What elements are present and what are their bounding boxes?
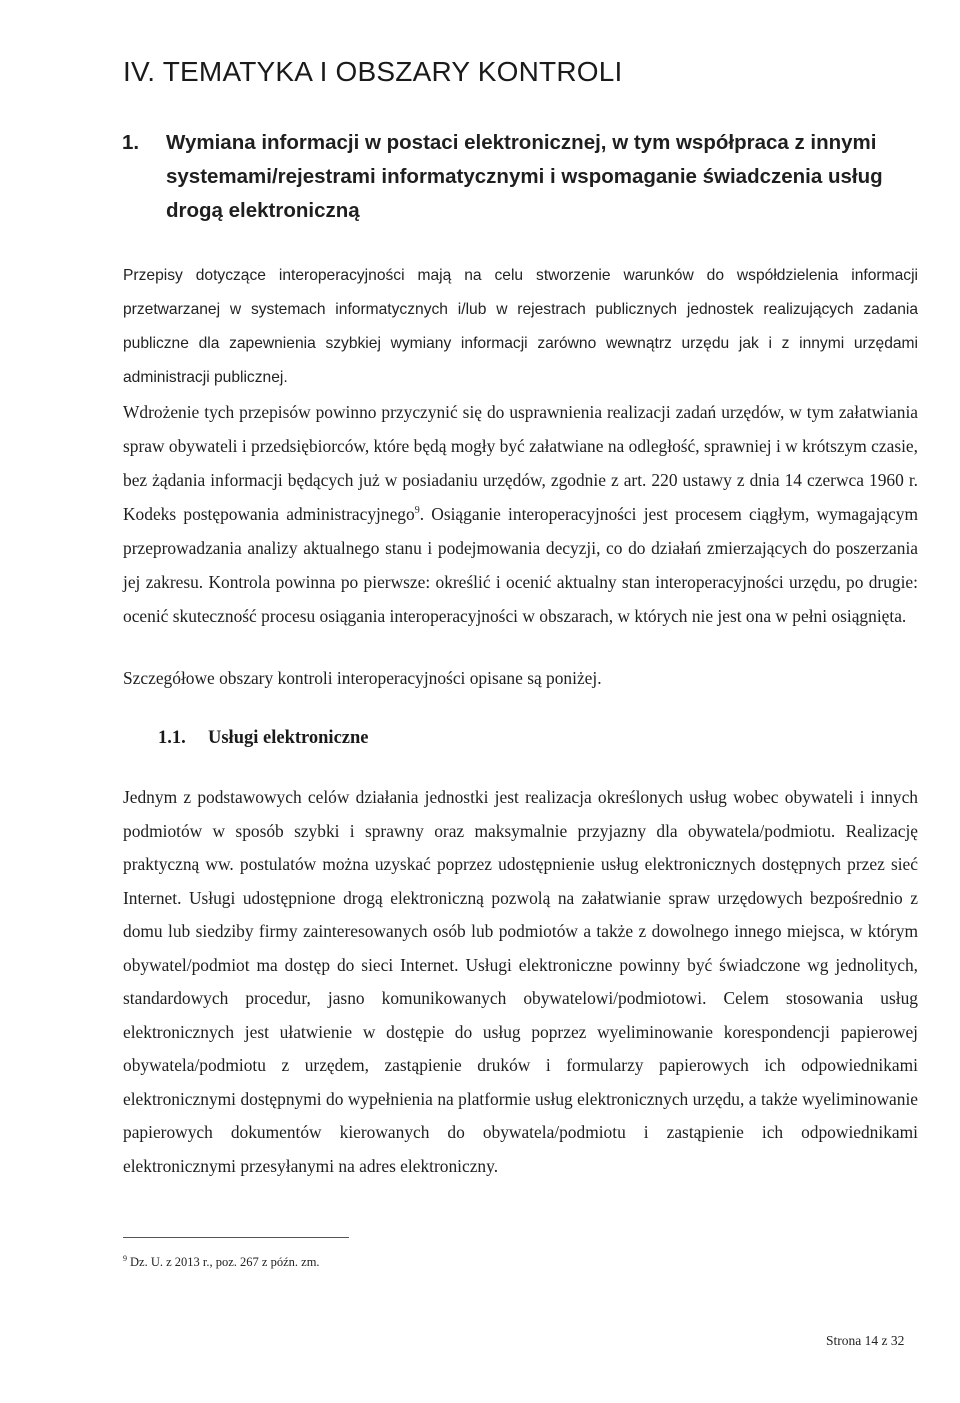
section-paragraph-implementation [123,395,918,633]
chapter-title: IV. TEMATYKA I OBSZARY KONTROLI [123,56,623,87]
footnote-text: Dz. U. z 2013 r., poz. 267 z późn. zm. [130,1255,320,1269]
footnote-divider [123,1237,349,1238]
section-number: 1. [122,131,140,154]
subsection-number: 1.1. [158,728,186,748]
footnote [123,1255,320,1270]
section-paragraph-intro: Przepisy dotyczące interoperacyjności mają na celu stworzenie warunków do współdzielenia informacji przetwarzanej w systemach informatycznych i/lub w rejestrach publicznych jednostek realizujących zadania publiczne dla zapewnienia szybkiej wymiany informacji zarówno wewnątrz urzędu jak i z innymi urzędami administracji publicznej. [123,267,918,386]
subsection-heading [158,728,369,749]
footnote-reference[interactable]: 9 [414,505,420,517]
section-paragraph-details: Szczegółowe obszary kontroli interoperacyjności opisane są poniżej. [123,668,602,688]
footnote-marker: 9 [123,1253,127,1263]
subsection-paragraph: Jednym z podstawowych celów działania jednostki jest realizacja określonych usług wobec obywateli i innych podmiotów w sposób szybki i sprawny oraz maksymalnie przyjazny dla obywatela/podmiotu. Realizację praktyczną ww. postulatów można uzyskać poprzez udostępnienie usług elektronicznych dostępnych przez sieć Internet. Usługi udostępnione drogą elektroniczną pozwolą na załatwianie spraw urzędowych bezpośrednio z domu lub siedziby firmy zainteresowanych osób lub podmiotów a także z dowolnego innego miejsca, w którym obywatel/podmiot ma dostęp do sieci Internet. Usługi elektroniczne powinny być świadczone wg jednolitych, standardowych procedur, jasno komunikowanych obywatelowi/podmiotowi. Celem stosowania usług elektronicznych jest ułatwienie w dostępie do usług poprzez wyeliminowanie korespondencji papierowej obywatela/podmiotu z urzędem, zastąpienie druków i formularzy papierowych ich odpowiednikami elektronicznymi dostępnymi do wypełnienia na platformie usług elektronicznych urzędu, a także wyeliminowanie papierowych dokumentów kierowanych do obywatela/podmiotu i zastąpienie ich odpowiednikami elektronicznymi przesyłanymi na adres elektroniczny. [123,787,918,1176]
paragraph-text-after-footnote: . Osiąganie interoperacyjności jest procesem ciągłym, wymagającym przeprowadzania analizy aktualnego stanu i podejmowania decyzji, co do działań zmierzających do poszerzania jej zakresu. Kontrola powinna po pierwsze: określić i ocenić aktualny stan interoperacyjności urzędu, po drugie: ocenić skuteczność procesu osiągania interoperacyjności w obszarach, w których nie jest ona w pełni osiągnięta. [123,504,918,626]
section-heading-text: Wymiana informacji w postaci elektronicznej, w tym współpraca z innymi systemami/rejestrami informatycznymi i wspomaganie świadczenia usług drogą elektroniczną [166,131,883,222]
section-heading [122,126,892,228]
page-number: Strona 14 z 32 [826,1333,905,1348]
paragraph-text-before-footnote: Wdrożenie tych przepisów powinno przyczynić się do usprawnienia realizacji zadań urzędów, w tym załatwiania spraw obywateli i przedsiębiorców, które będą mogły być załatwiane na odległość, sprawniej i w krótszym czasie, bez żądania informacji będących już w posiadaniu urzędów, zgodnie z art. 220 ustawy z dnia 14 czerwca 1960 r. Kodeks postępowania administracyjnego [123,402,918,524]
subsection-heading-text: Usługi elektroniczne [208,728,369,748]
